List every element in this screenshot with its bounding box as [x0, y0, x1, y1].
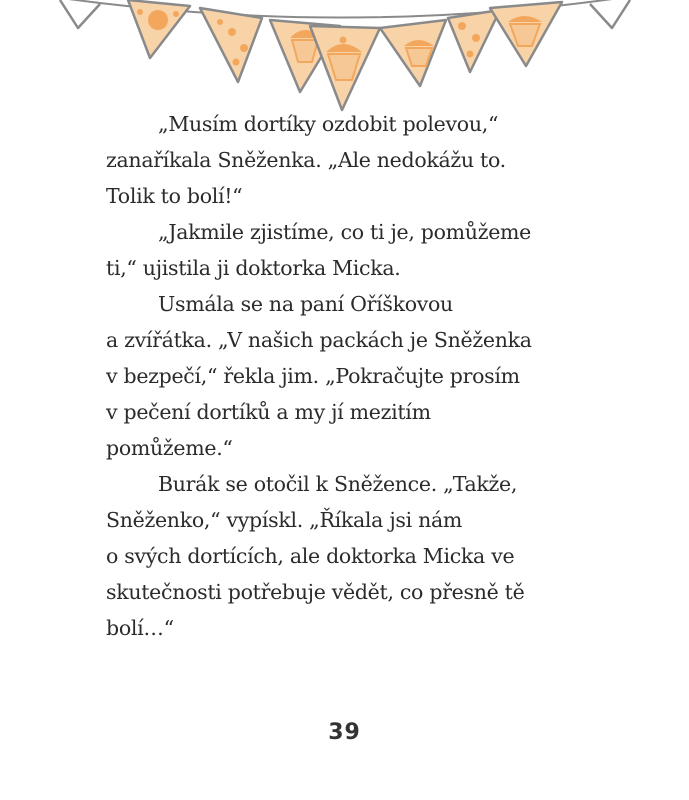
text-line: Burák se otočil k Sněžence. „Takže, [158, 472, 518, 496]
text-line: Sněženko,“ vypískl. „Říkala jsi nám [106, 508, 463, 532]
text-line: a zvířátka. „V našich packách je Sněženka [106, 328, 532, 352]
bunting-flag [448, 10, 500, 72]
bunting-flag [200, 8, 262, 82]
paragraph [106, 466, 576, 646]
text-line: „Musím dortíky ozdobit polevou,“ [158, 112, 499, 136]
bunting-flag [310, 26, 380, 110]
text-line: pomůžeme.“ [106, 436, 233, 460]
text-line: v bezpečí,“ řekla jim. „Pokračujte prosím [106, 364, 520, 388]
paragraph [106, 106, 576, 214]
text-line: o svých dortících, ale doktorka Micka ve [106, 544, 515, 568]
bunting-flag [490, 2, 562, 66]
story-text [106, 106, 576, 646]
text-line: v pečení dortíků a my jí mezitím [106, 400, 431, 424]
paragraph [106, 286, 576, 466]
page-number: 39 [328, 720, 361, 745]
text-line: ti,“ ujistila ji doktorka Micka. [106, 256, 401, 280]
paragraph [106, 214, 576, 286]
text-line: „Jakmile zjistíme, co ti je, pomůžeme [158, 220, 531, 244]
text-line: Usmála se na paní Oříškovou [158, 292, 453, 316]
text-line: skutečnosti potřebuje vědět, co přesně tě [106, 580, 525, 604]
bunting-flag [380, 20, 446, 86]
text-line: bolí…“ [106, 616, 174, 640]
bunting-flag [128, 0, 190, 58]
text-line: Tolik to bolí!“ [106, 184, 243, 208]
text-line: zanaříkala Sněženka. „Ale nedokážu to. [106, 148, 506, 172]
cupcake-bunting-icon [0, 0, 689, 115]
